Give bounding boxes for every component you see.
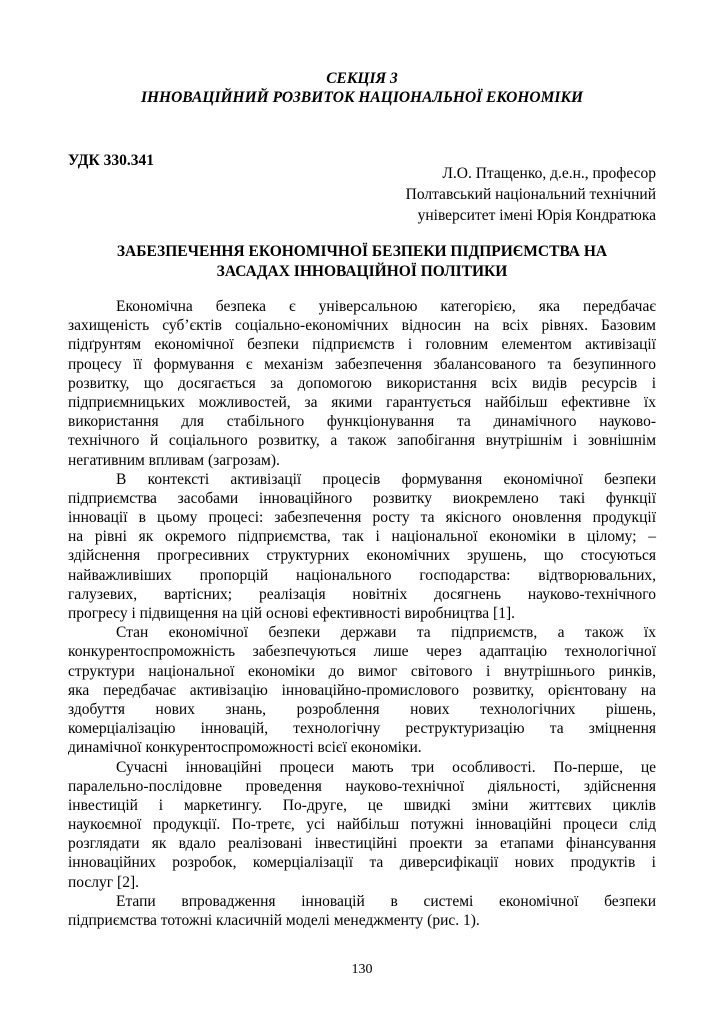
paragraph-line: послуг [2]. [68,873,139,891]
paragraph-line: здійснення прогресивних структурних економічних зрушень, що стосуються [68,547,656,565]
paragraph-line: найважливіших пропорцій національного господарства: відтворювальних, [68,566,656,584]
paragraph-line: яка передбачає активізацію інноваційно-промислового розвитку, орієнтовану на [68,681,656,699]
paragraph-line: здобуття нових знань, розроблення нових технологічних рішень, [68,700,656,718]
paragraph-line: Сучасні інноваційні процеси мають три особливості. По-перше, це [116,758,656,776]
paragraph [68,758,656,892]
paragraph-line: паралельно-послідовне проведення науково-технічної діяльності, здійснення [68,777,656,795]
paragraph [68,892,656,930]
paragraph [68,470,656,624]
paragraph-line: підґрунтям економічної безпеки підприємств і головним елементом активізації [68,336,656,354]
author-block [406,163,656,226]
author-name: Л.О. Птащенко, д.е.н., професор [442,165,656,182]
page-number: 130 [351,962,373,977]
article-body [68,297,656,930]
paragraph-line: розвитку, що досягається за допомогою використання всіх видів ресурсів і [68,374,656,392]
author-affiliation-line1: Полтавський національний технічний [405,186,656,203]
paragraph-line: галузевих, вартісних; реалізація новітніх досягнень науково-технічного [68,585,656,603]
paragraph-line: динамічної конкурентоспроможності всієї економіки. [68,739,422,757]
section-number: СЕКЦІЯ 3 [326,70,398,87]
udk-code: УДК 330.341 [68,152,154,169]
paragraph-line: підприємства тотожні класичній моделі менеджменту (рис. 1). [68,912,480,929]
paragraph-line: захищеність суб’єктів соціально-економічних відносин на всіх рівнях. Базовим [68,317,656,335]
section-title: ІННОВАЦІЙНИЙ РОЗВИТОК НАЦІОНАЛЬНОЇ ЕКОНОМІКИ [140,89,584,106]
author-affiliation-line2: університет імені Юрія Кондратюка [417,207,656,224]
paragraph [68,623,656,757]
paragraph-line: конкурентоспроможність забезпечуються лише через адаптацію технологічної [68,643,656,661]
paragraph-line: Економічна безпека є універсальною категорією, яка передбачає [116,298,656,315]
paragraph-line: інновації в цьому процесі: забезпечення росту та якісного оновлення продукції [68,509,656,527]
paragraph-line: розглядати як вдало реалізовані інвестиційні проекти за етапами фінансування [68,835,656,853]
paragraph-line: процесу її формування є механізм забезпечення збалансованого та безупинного [68,355,656,373]
paragraph-line: на рівні як окремого підприємства, так і національної економіки в цілому; – [68,528,656,546]
paragraph [68,297,656,470]
article-title-line1: ЗАБЕЗПЕЧЕННЯ ЕКОНОМІЧНОЇ БЕЗПЕКИ ПІДПРИЄМСТВА НА [116,243,608,260]
paragraph-line: технічного й соціального розвитку, а також запобігання внутрішнім і зовнішнім [68,432,656,450]
paragraph-line: комерціалізацію інновацій, технологічну реструктуризацію та зміцнення [68,720,656,738]
paragraph-line: підприємницьких можливостей, за якими гарантується найбільш ефективне їх [68,393,656,411]
paragraph-line: підприємства засобами інноваційного розвитку виокремлено такі функції [68,489,656,507]
paragraph-line: інноваційних розробок, комерціалізації та диверсифікації нових продуктів і [68,854,656,872]
paragraph-line: негативним впливам (загрозам). [68,451,280,469]
paragraph-line: структури національної економіки до вимог світового і внутрішнього ринків, [68,662,656,680]
paragraph-line: В контексті активізації процесів формування економічної безпеки [116,470,656,488]
paragraph-line: прогресу і підвищення на цій основі ефективності виробництва [1]. [68,605,515,622]
paragraph-line: наукоємної продукції. По-третє, усі найбільш потужні інноваційні процеси слід [68,816,656,834]
article-title-line2: ЗАСАДАХ ІННОВАЦІЙНОЇ ПОЛІТИКИ [216,263,508,280]
paragraph-line: використання для стабільного функціонування та динамічного науково- [68,413,656,431]
paragraph-line: інвестицій і маркетингу. По-друге, це швидкі зміни життєвих циклів [68,796,656,814]
paragraph-line: Етапи впровадження інновацій в системі економічної безпеки [116,892,656,910]
paragraph-line: Стан економічної безпеки держави та підприємств, а також їх [116,624,656,642]
